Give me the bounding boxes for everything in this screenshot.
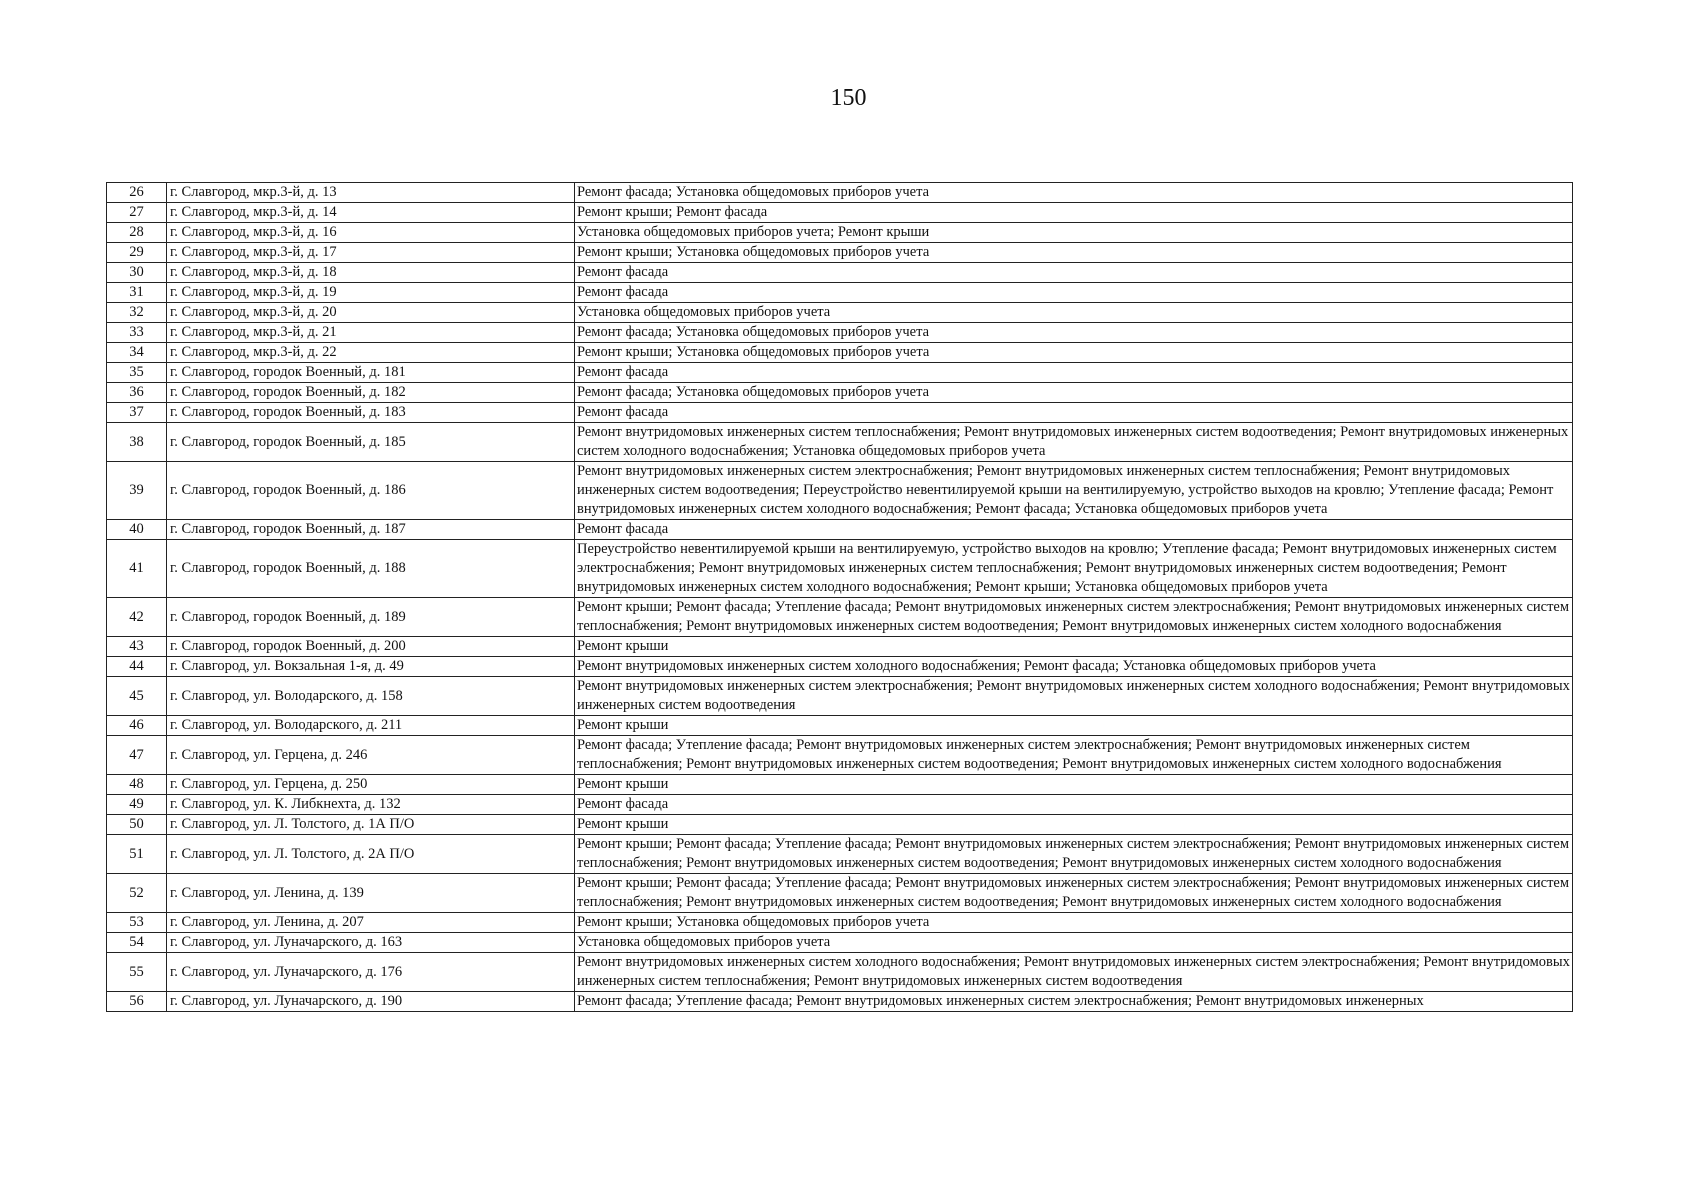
row-works: Установка общедомовых приборов учета [575,303,1573,323]
row-number: 43 [107,637,167,657]
row-address: г. Славгород, городок Военный, д. 189 [167,598,575,637]
row-works: Ремонт фасада [575,520,1573,540]
row-works: Ремонт фасада; Установка общедомовых приборов учета [575,323,1573,343]
row-works: Ремонт фасада; Утепление фасада; Ремонт внутридомовых инженерных систем электроснабжения; Ремонт внутридомовых инженерных [575,992,1573,1012]
row-address: г. Славгород, мкр.3-й, д. 21 [167,323,575,343]
row-works: Ремонт фасада [575,263,1573,283]
row-number: 44 [107,657,167,677]
row-works: Ремонт крыши [575,815,1573,835]
row-works: Ремонт крыши; Ремонт фасада; Утепление фасада; Ремонт внутридомовых инженерных систем электроснабжения; Ремонт внутридомовых инженерных систем теплоснабжения; Ремонт внутридомовых инженерных систем водоотведения; Ремонт внутридомовых инженерных систем холодного водоснабжения [575,598,1573,637]
row-number: 49 [107,795,167,815]
row-address: г. Славгород, мкр.3-й, д. 13 [167,183,575,203]
row-number: 42 [107,598,167,637]
row-address: г. Славгород, городок Военный, д. 185 [167,423,575,462]
table-row [107,874,1573,913]
row-address: г. Славгород, городок Военный, д. 183 [167,403,575,423]
row-works: Ремонт крыши [575,716,1573,736]
row-number: 56 [107,992,167,1012]
row-address: г. Славгород, ул. Герцена, д. 246 [167,736,575,775]
row-number: 35 [107,363,167,383]
row-address: г. Славгород, ул. Герцена, д. 250 [167,775,575,795]
table-row [107,736,1573,775]
row-number: 33 [107,323,167,343]
row-works: Ремонт крыши; Установка общедомовых приборов учета [575,343,1573,363]
table-row [107,303,1573,323]
row-number: 50 [107,815,167,835]
row-number: 47 [107,736,167,775]
row-works: Ремонт фасада; Установка общедомовых приборов учета [575,383,1573,403]
row-works: Ремонт крыши; Ремонт фасада; Утепление фасада; Ремонт внутридомовых инженерных систем электроснабжения; Ремонт внутридомовых инженерных систем теплоснабжения; Ремонт внутридомовых инженерных систем водоотведения; Ремонт внутридомовых инженерных систем холодного водоснабжения [575,835,1573,874]
table-row [107,540,1573,598]
table-row [107,363,1573,383]
row-works: Ремонт крыши; Ремонт фасада; Утепление фасада; Ремонт внутридомовых инженерных систем электроснабжения; Ремонт внутридомовых инженерных систем теплоснабжения; Ремонт внутридомовых инженерных систем водоотведения; Ремонт внутридомовых инженерных систем холодного водоснабжения [575,874,1573,913]
row-works: Ремонт крыши; Установка общедомовых приборов учета [575,243,1573,263]
table-row [107,183,1573,203]
row-works: Ремонт фасада; Утепление фасада; Ремонт внутридомовых инженерных систем электроснабжения; Ремонт внутридомовых инженерных систем теплоснабжения; Ремонт внутридомовых инженерных систем водоотведения; Ремонт внутридомовых инженерных систем холодного водоснабжения [575,736,1573,775]
row-address: г. Славгород, городок Военный, д. 187 [167,520,575,540]
row-works: Ремонт внутридомовых инженерных систем теплоснабжения; Ремонт внутридомовых инженерных систем водоотведения; Ремонт внутридомовых инженерных систем холодного водоснабжения; Установка общедомовых приборов учета [575,423,1573,462]
table-row [107,637,1573,657]
row-works: Ремонт фасада [575,283,1573,303]
row-address: г. Славгород, городок Военный, д. 200 [167,637,575,657]
row-works: Ремонт крыши; Установка общедомовых приборов учета [575,913,1573,933]
row-address: г. Славгород, ул. Володарского, д. 211 [167,716,575,736]
table-row [107,323,1573,343]
table-row [107,657,1573,677]
row-works: Ремонт внутридомовых инженерных систем холодного водоснабжения; Ремонт фасада; Установка общедомовых приборов учета [575,657,1573,677]
row-address: г. Славгород, городок Военный, д. 182 [167,383,575,403]
row-works: Установка общедомовых приборов учета; Ремонт крыши [575,223,1573,243]
row-address: г. Славгород, мкр.3-й, д. 19 [167,283,575,303]
row-number: 39 [107,462,167,520]
table-row [107,598,1573,637]
table-row [107,520,1573,540]
page-number: 150 [830,85,867,111]
row-number: 36 [107,383,167,403]
row-number: 40 [107,520,167,540]
row-address: г. Славгород, ул. Ленина, д. 139 [167,874,575,913]
row-number: 38 [107,423,167,462]
row-address: г. Славгород, ул. Володарского, д. 158 [167,677,575,716]
row-works: Ремонт крыши; Ремонт фасада [575,203,1573,223]
row-works: Ремонт фасада [575,403,1573,423]
row-works: Ремонт крыши [575,637,1573,657]
table-row [107,343,1573,363]
table-row [107,223,1573,243]
row-number: 48 [107,775,167,795]
row-address: г. Славгород, ул. К. Либкнехта, д. 132 [167,795,575,815]
table-row [107,795,1573,815]
row-address: г. Славгород, ул. Ленина, д. 207 [167,913,575,933]
table-row [107,403,1573,423]
row-address: г. Славгород, ул. Луначарского, д. 190 [167,992,575,1012]
row-number: 32 [107,303,167,323]
row-address: г. Славгород, ул. Луначарского, д. 176 [167,953,575,992]
row-works: Ремонт внутридомовых инженерных систем электроснабжения; Ремонт внутридомовых инженерных систем теплоснабжения; Ремонт внутридомовых инженерных систем водоотведения; Переустройство невентилируемой крыши на вентилируемую, устройство выходов на кровлю; Утепление фасада; Ремонт внутридомовых инженерных систем холодного водоснабжения; Ремонт фасада; Установка общедомовых приборов учета [575,462,1573,520]
row-address: г. Славгород, городок Военный, д. 186 [167,462,575,520]
table-row [107,203,1573,223]
table-row [107,933,1573,953]
table-row [107,835,1573,874]
row-number: 31 [107,283,167,303]
row-address: г. Славгород, мкр.3-й, д. 20 [167,303,575,323]
row-address: г. Славгород, ул. Л. Толстого, д. 1А П/О [167,815,575,835]
row-address: г. Славгород, мкр.3-й, д. 17 [167,243,575,263]
table-row [107,992,1573,1012]
row-address: г. Славгород, ул. Л. Толстого, д. 2А П/О [167,835,575,874]
row-address: г. Славгород, мкр.3-й, д. 22 [167,343,575,363]
table-row [107,677,1573,716]
row-address: г. Славгород, городок Военный, д. 181 [167,363,575,383]
row-address: г. Славгород, ул. Вокзальная 1-я, д. 49 [167,657,575,677]
table-row [107,815,1573,835]
table-row [107,913,1573,933]
row-number: 26 [107,183,167,203]
table-row [107,953,1573,992]
row-number: 30 [107,263,167,283]
row-works: Ремонт крыши [575,775,1573,795]
row-number: 54 [107,933,167,953]
row-number: 29 [107,243,167,263]
row-works: Ремонт внутридомовых инженерных систем холодного водоснабжения; Ремонт внутридомовых инженерных систем электроснабжения; Ремонт внутридомовых инженерных систем теплоснабжения; Ремонт внутридомовых инженерных систем водоотведения [575,953,1573,992]
table-row [107,383,1573,403]
row-number: 53 [107,913,167,933]
row-number: 27 [107,203,167,223]
row-number: 52 [107,874,167,913]
row-address: г. Славгород, мкр.3-й, д. 16 [167,223,575,243]
row-address: г. Славгород, ул. Луначарского, д. 163 [167,933,575,953]
works-table [106,182,1573,1012]
table-row [107,263,1573,283]
row-works: Ремонт фасада; Установка общедомовых приборов учета [575,183,1573,203]
row-number: 45 [107,677,167,716]
row-works: Ремонт фасада [575,795,1573,815]
table-row [107,775,1573,795]
row-works: Ремонт внутридомовых инженерных систем электроснабжения; Ремонт внутридомовых инженерных систем холодного водоснабжения; Ремонт внутридомовых инженерных систем водоотведения [575,677,1573,716]
row-works: Ремонт фасада [575,363,1573,383]
table-row [107,423,1573,462]
table-body [107,183,1573,1012]
row-address: г. Славгород, мкр.3-й, д. 14 [167,203,575,223]
row-number: 28 [107,223,167,243]
table-row [107,243,1573,263]
table-row [107,462,1573,520]
table-row [107,283,1573,303]
row-works: Переустройство невентилируемой крыши на вентилируемую, устройство выходов на кровлю; Утепление фасада; Ремонт внутридомовых инженерных систем электроснабжения; Ремонт внутридомовых инженерных систем теплоснабжения; Ремонт внутридомовых инженерных систем водоотведения; Ремонт внутридомовых инженерных систем холодного водоснабжения; Ремонт крыши; Установка общедомовых приборов учета [575,540,1573,598]
row-number: 41 [107,540,167,598]
row-address: г. Славгород, городок Военный, д. 188 [167,540,575,598]
row-address: г. Славгород, мкр.3-й, д. 18 [167,263,575,283]
row-number: 51 [107,835,167,874]
row-number: 55 [107,953,167,992]
row-number: 37 [107,403,167,423]
row-number: 34 [107,343,167,363]
row-number: 46 [107,716,167,736]
table-row [107,716,1573,736]
row-works: Установка общедомовых приборов учета [575,933,1573,953]
